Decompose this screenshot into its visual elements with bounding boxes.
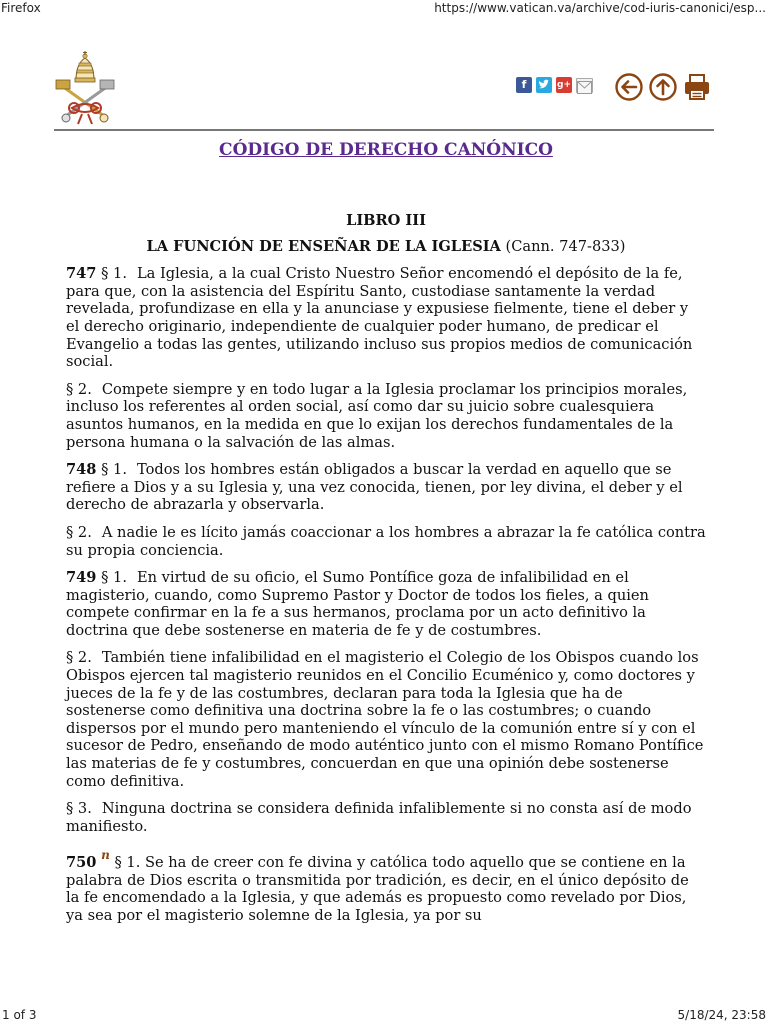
twitter-icon[interactable] xyxy=(536,77,552,93)
google-plus-icon[interactable]: g+ xyxy=(556,77,572,93)
paragraph-text: También tiene infalibilidad en el magisterio el Colegio de los Obispos cuando los Obispos ejercen tal magisterio reunidos en el Concilio Ecuménico y, como doctores y jueces de la fe y de las costumbres, declaran para toda la Iglesia que ha de sostenerse como definitiva una doctrina sobre la fe o las costumbres; o cuando dispersos por el mundo pero manteniendo el vínculo de la comunión entre sí y con el sucesor de Pedro, enseñando de modo auténtico junto con el mismo Romano Pontífice las materias de fe y costumbres, concuerdan en que una opinión debe sostenerse como definitiva. xyxy=(66,649,704,790)
section-heading xyxy=(66,238,706,256)
email-icon[interactable] xyxy=(576,78,593,93)
canon-750-p1 xyxy=(66,849,706,924)
printer-icon[interactable] xyxy=(682,72,712,102)
document-title xyxy=(66,140,706,166)
paragraph-mark: § 3. xyxy=(66,800,92,818)
print-footer xyxy=(0,1008,768,1024)
paragraph-text: Se ha de creer con fe divina y católica todo aquello que se contiene en la palabra de Dios escrita o transmitida por tradición, es decir, en el único depósito de la fe encomendado a la Iglesia, y que además es propuesto como revelado por Dios, ya sea por el magisterio solemne de la Iglesia, ya por su xyxy=(66,854,689,925)
paragraph-text: En virtud de su oficio, el Sumo Pontífice goza de infalibilidad en el magisterio, cuando, como Supremo Pastor y Doctor de todos los fieles, a quien compete confirmar en la fe a sus hermanos, proclama por un acto definitivo la doctrina que debe sostenerse en materia de fe y de costumbres. xyxy=(66,569,649,639)
paragraph-text: A nadie le es lícito jamás coaccionar a los hombres a abrazar la fe católica contra su propia conciencia. xyxy=(66,523,706,559)
up-arrow-icon[interactable] xyxy=(648,72,678,102)
paragraph-mark: § 2. xyxy=(66,523,92,541)
page-url: https://www.vatican.va/archive/cod-iuris-canonici/esp... xyxy=(434,1,766,15)
section-range: (Cann. 747-833) xyxy=(505,237,626,255)
section-title: LA FUNCIÓN DE ENSEÑAR DE LA IGLESIA xyxy=(146,237,501,255)
paragraph-text: Compete siempre y en todo lugar a la Iglesia proclamar los principios morales, incluso los referentes al orden social, así como dar su juicio sobre cualesquiera asuntos humanos, en la medida en que lo exijan los derechos fundamentales de la persona humana o la salvación de las almas. xyxy=(66,380,688,451)
paragraph-mark: § 2. xyxy=(66,380,92,398)
canon-number: 750 xyxy=(66,854,97,872)
page-toolbar xyxy=(514,70,714,106)
paragraph-mark: § 1. xyxy=(101,265,127,283)
browser-name: Firefox xyxy=(1,1,41,15)
paragraph-mark: § 1. xyxy=(101,461,127,479)
back-arrow-icon[interactable] xyxy=(614,72,644,102)
print-datetime: 5/18/24, 23:58 xyxy=(677,1008,766,1022)
paragraph-mark: § 1. xyxy=(114,854,141,872)
page-counter: 1 of 3 xyxy=(2,1008,37,1022)
canon-748-p2 xyxy=(66,524,706,559)
canon-number: 747 xyxy=(66,265,97,283)
canon-749-p3 xyxy=(66,800,706,835)
paragraph-text: Todos los hombres están obligados a buscar la verdad en aquello que se refiere a Dios y a su Iglesia y, una vez conocida, tienen, por ley divina, el deber y el derecho de abrazarla y observarla. xyxy=(66,461,683,514)
document-body xyxy=(66,140,706,925)
paragraph-text: La Iglesia, a la cual Cristo Nuestro Señor encomendó el depósito de la fe, para que, con la asistencia del Espíritu Santo, custodiase santamente la verdad revelada, profundizase en ella y la anunciase y expusiese fielmente, tiene el deber y el derecho originario, independiente de cualquier poder humano, de predicar el Evangelio a todas las gentes, utilizando incluso sus propios medios de comunicación social. xyxy=(66,265,693,371)
canon-749-p1 xyxy=(66,569,706,639)
book-heading: LIBRO III xyxy=(346,212,426,229)
paragraph-mark: § 1. xyxy=(101,569,127,587)
facebook-icon[interactable]: f xyxy=(516,77,532,93)
canon-747-p1 xyxy=(66,265,706,371)
canon-749-p2 xyxy=(66,649,706,790)
print-header xyxy=(0,0,768,16)
paragraph-text: Ninguna doctrina se considera definida infaliblemente si no consta así de modo manifiesto. xyxy=(66,800,692,835)
vatican-emblem xyxy=(52,50,118,126)
canon-number: 749 xyxy=(66,569,97,587)
document-title-link[interactable]: CÓDIGO DE DERECHO CANÓNICO xyxy=(219,140,553,160)
header-divider xyxy=(54,129,714,131)
paragraph-mark: § 2. xyxy=(66,649,92,667)
canon-number: 748 xyxy=(66,461,97,479)
canon-747-p2 xyxy=(66,381,706,451)
note-link[interactable]: n xyxy=(101,848,110,863)
canon-748-p1 xyxy=(66,461,706,514)
